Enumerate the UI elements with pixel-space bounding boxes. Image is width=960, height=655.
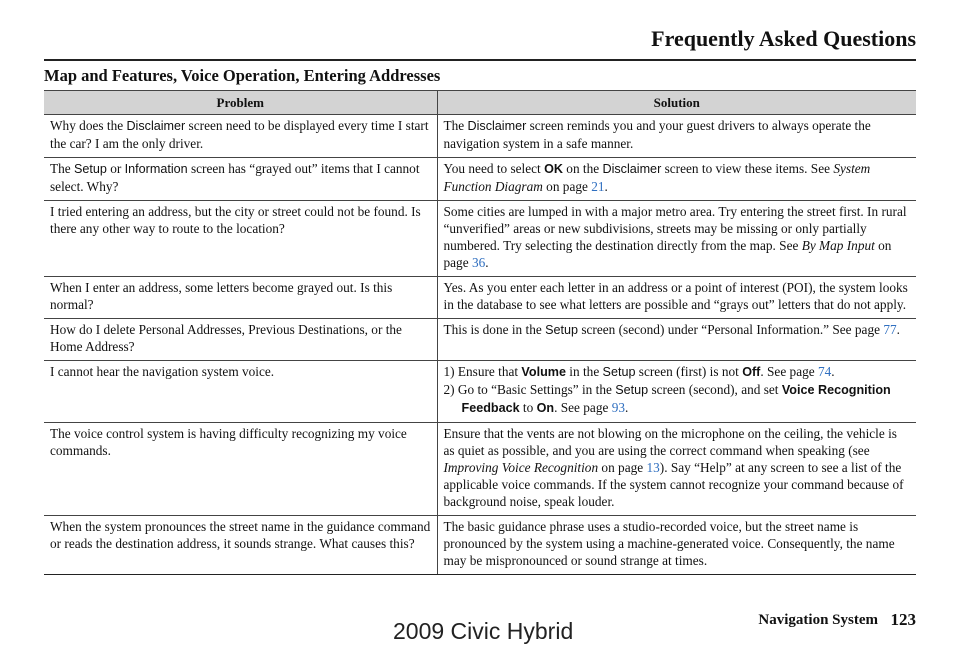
title-rule [44,59,916,61]
problem-cell: Why does the Disclaimer screen need to be displayed every time I start the car? I am the only driver. [44,115,437,158]
solution-cell: Some cities are lumped in with a major metro area. Try entering the street first. In rural “unverified” areas or new subdivisions, streets may be missing or only partially numbered. Try selecting the destination directly from the map. See By Map Input on page 36. [437,201,916,277]
page-title: Frequently Asked Questions [651,26,916,51]
solution-cell: Yes. As you enter each letter in an address or a point of interest (POI), the system looks in the database to see what letters are possible and “grays out” letters that do not apply. [437,277,916,319]
page-link[interactable]: 36 [471,255,486,270]
problem-cell: I tried entering an address, but the city or street could not be found. Is there any other way to route to the location? [44,201,437,277]
problem-cell: When the system pronounces the street name in the guidance command or reads the destination address, it sounds strange. What causes this? [44,516,437,575]
problem-cell: The voice control system is having difficulty recognizing my voice commands. [44,423,437,516]
table-row [44,319,916,361]
table-header-row [44,91,916,115]
problem-cell: When I enter an address, some letters become grayed out. Is this normal? [44,277,437,319]
page-link[interactable]: 77 [883,322,897,337]
solution-cell: The Disclaimer screen reminds you and your guest drivers to always operate the navigation system in a safe manner. [437,115,916,158]
problem-cell: I cannot hear the navigation system voice. [44,361,437,423]
problem-cell: How do I delete Personal Addresses, Previous Destinations, or the Home Address? [44,319,437,361]
table-row [44,516,916,575]
page-link[interactable]: 74 [817,364,832,379]
watermark-text: 2009 Civic Hybrid [393,618,574,644]
table-row [44,423,916,516]
footer-label: Navigation System [758,612,878,628]
page-number: 123 [890,610,916,629]
table-row [44,201,916,277]
column-header-problem: Problem [44,91,437,115]
column-header-solution: Solution [437,91,916,115]
page-link[interactable]: 13 [646,460,660,475]
solution-cell: Ensure that the vents are not blowing on the microphone on the ceiling, the vehicle is as quiet as possible, and you are using the correct command when speaking (see Improving Voice Recognition on page 13). Say “Help” at any screen to see a list of the applicable voice commands. If the system cannot recognize your command because of background noise, speak louder. [437,423,916,516]
table-row [44,115,916,158]
problem-cell: The Setup or Information screen has “grayed out” items that I cannot select. Why? [44,158,437,201]
solution-cell: The basic guidance phrase uses a studio-recorded voice, but the street name is pronounced by the system using a machine-generated voice. Consequently, the name may be mispronounced or sound strange at times. [437,516,916,575]
solution-cell: This is done in the Setup screen (second) under “Personal Information.” See page 77. [437,319,916,361]
page-link[interactable]: 21 [591,179,605,194]
table-row [44,361,916,423]
solution-cell [437,361,916,423]
faq-table [44,90,916,575]
solution-step-1: 1) Ensure that Volume in the Setup screen (first) is not Off. See page 74. [443,364,835,379]
solution-step-2: 2) Go to “Basic Settings” in the Setup screen (second), and set Voice Recognition Feedback to On. See page 93. [443,382,891,415]
section-heading: Map and Features, Voice Operation, Entering Addresses [44,66,441,85]
solution-cell: You need to select OK on the Disclaimer screen to view these items. See System Function Diagram on page 21. [437,158,916,201]
page-link[interactable]: 93 [611,400,626,415]
table-row [44,277,916,319]
table-row [44,158,916,201]
